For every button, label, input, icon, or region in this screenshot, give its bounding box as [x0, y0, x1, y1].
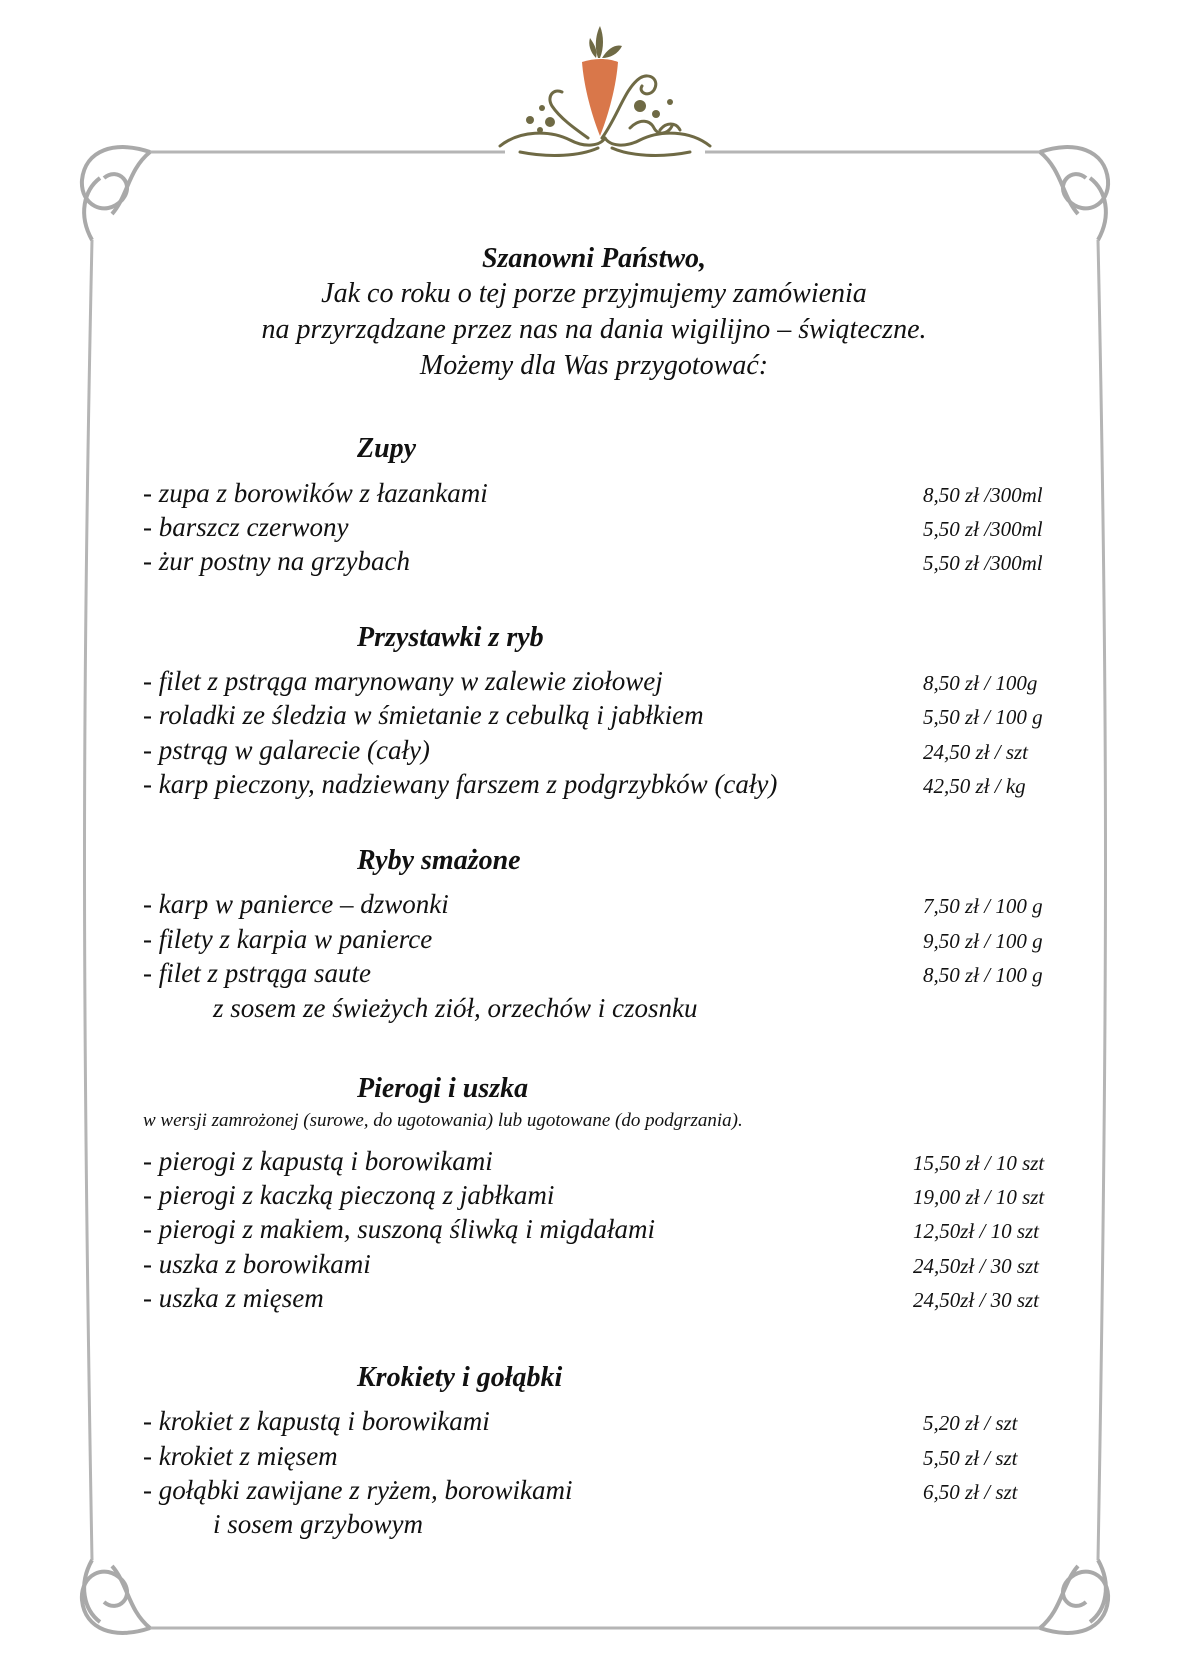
menu-item: - uszka z mięsem — [143, 1283, 324, 1313]
section-heading-soups: Zupy — [357, 433, 417, 464]
menu-item-price: 24,50 zł / szt — [923, 740, 1029, 764]
menu-item-price: 5,50 zł / 100 g — [923, 705, 1043, 729]
menu-item: - krokiet z kapustą i borowikami — [143, 1406, 490, 1436]
menu-item: - zupa z borowików z łazankami — [143, 478, 488, 508]
menu-item-price: 5,50 zł / szt — [923, 1446, 1018, 1470]
menu-item: - karp w panierce – dzwonki — [143, 889, 449, 919]
menu-item-price: 24,50zł / 30 szt — [913, 1288, 1040, 1312]
intro-line-3: Możemy dla Was przygotować: — [419, 350, 769, 381]
section-note: w wersji zamrożonej (surowe, do ugotowania) lub ugotowane (do podgrzania). — [143, 1110, 743, 1131]
menu-item-price: 8,50 zł /300ml — [923, 483, 1043, 507]
menu-item-price: 12,50zł / 10 szt — [913, 1219, 1040, 1243]
menu-item-price: 5,20 zł / szt — [923, 1411, 1018, 1435]
menu-item: - filet z pstrąga marynowany w zalewie ziołowej — [143, 666, 663, 696]
section-heading-dumplings: Pierogi i uszka — [357, 1073, 529, 1104]
menu-item: - barszcz czerwony — [143, 512, 349, 542]
menu-item-price: 42,50 zł / kg — [923, 774, 1026, 798]
menu-item: - filety z karpia w panierce — [143, 924, 433, 954]
menu-item-price: 15,50 zł / 10 szt — [913, 1151, 1045, 1175]
menu-item: - pierogi z kaczką pieczoną z jabłkami — [143, 1180, 555, 1210]
menu-item: - filet z pstrąga saute — [143, 958, 371, 988]
carrot-swirl-logo-icon — [490, 18, 720, 168]
menu-item: - gołąbki zawijane z ryżem, borowikami — [143, 1475, 573, 1505]
section-heading-fish-starters: Przystawki z ryb — [357, 622, 544, 653]
menu-item: - uszka z borowikami — [143, 1249, 371, 1279]
menu-item-continuation: z sosem ze świeżych ziół, orzechów i czosnku — [213, 993, 698, 1023]
intro-line-1: Jak co roku o tej porze przyjmujemy zamówienia — [321, 278, 867, 309]
menu-item-price: 7,50 zł / 100 g — [923, 894, 1043, 918]
menu-item: - żur postny na grzybach — [143, 546, 410, 576]
menu-item-price: 9,50 zł / 100 g — [923, 929, 1043, 953]
menu-item-price: 6,50 zł / szt — [923, 1480, 1018, 1504]
menu-item-price: 8,50 zł / 100g — [923, 671, 1038, 695]
menu-item-price: 8,50 zł / 100 g — [923, 963, 1043, 987]
menu-item: - pierogi z kapustą i borowikami — [143, 1146, 493, 1176]
greeting: Szanowni Państwo, — [481, 243, 707, 274]
menu-item-price: 5,50 zł /300ml — [923, 551, 1043, 575]
menu-item: - pierogi z makiem, suszoną śliwką i migdałami — [143, 1214, 655, 1244]
menu-item-price: 24,50zł / 30 szt — [913, 1254, 1040, 1278]
section-heading-croquettes: Krokiety i gołąbki — [357, 1362, 563, 1393]
menu-item-price: 19,00 zł / 10 szt — [913, 1185, 1045, 1209]
menu-item-continuation: i sosem grzybowym — [213, 1509, 423, 1539]
menu-item-price: 5,50 zł /300ml — [923, 517, 1043, 541]
menu-item: - krokiet z mięsem — [143, 1441, 338, 1471]
menu-item: - roladki ze śledzia w śmietanie z cebulką i jabłkiem — [143, 700, 704, 730]
menu-item: - pstrąg w galarecie (cały) — [143, 735, 430, 765]
section-heading-fried-fish: Ryby smażone — [357, 845, 521, 876]
menu-item: - karp pieczony, nadziewany farszem z podgrzybków (cały) — [143, 769, 778, 799]
intro-line-2: na przyrządzane przez nas na dania wigilijno – świąteczne. — [261, 314, 927, 345]
